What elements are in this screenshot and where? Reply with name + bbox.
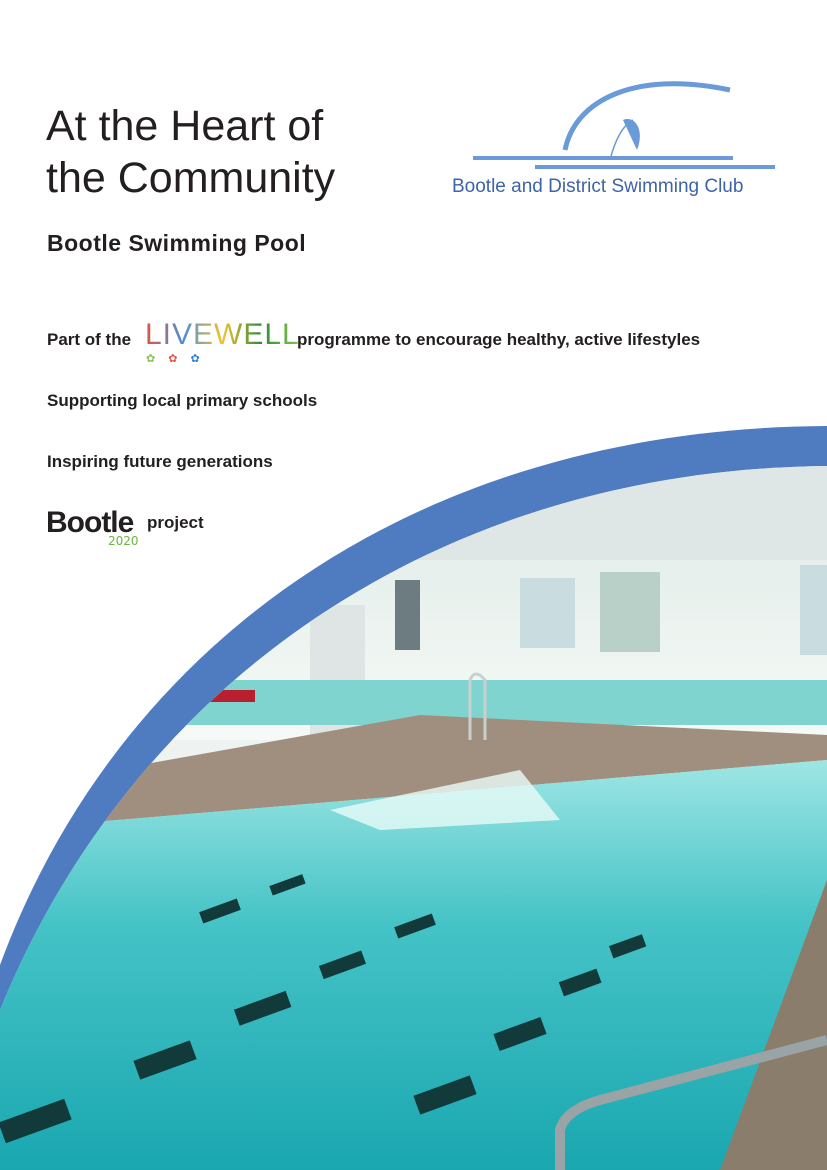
project-label: project	[147, 513, 204, 532]
part-of-suffix: programme to encourage healthy, active lifestyles	[297, 330, 701, 349]
part-of-prefix: Part of the	[47, 330, 132, 349]
page-title	[46, 100, 335, 204]
bootle-2020-year: 2020	[108, 534, 139, 548]
gears-icon: ✿✿✿	[146, 352, 213, 365]
schools-line: Supporting local primary schools	[47, 391, 318, 410]
title-line-1: At the Heart of	[46, 102, 324, 150]
club-name: Bootle and District Swimming Club	[452, 176, 744, 197]
subtitle: Bootle Swimming Pool	[47, 230, 307, 256]
bootle-2020-logo: Bootle	[46, 506, 134, 539]
livewell-logo: LIVEWELL	[145, 318, 300, 351]
generations-line: Inspiring future generations	[47, 452, 273, 471]
swimmer-logo-icon	[465, 70, 785, 175]
title-line-2: the Community	[46, 154, 336, 202]
